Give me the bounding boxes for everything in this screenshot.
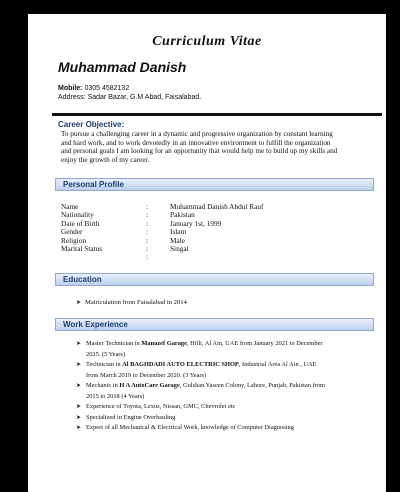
objective-heading: Career Objective:: [58, 120, 125, 129]
profile-label: Marital Status: [61, 243, 103, 253]
arrow-bullet-icon: ➤: [76, 362, 82, 368]
arrow-bullet-icon: ➤: [76, 383, 82, 389]
profile-colon: :: [146, 218, 149, 228]
profile-colon: :: [146, 202, 149, 211]
personal-profile-heading: Personal Profile: [55, 178, 374, 191]
work-experience-list: [76, 339, 376, 434]
education-item: [76, 299, 187, 306]
arrow-bullet-icon: ➤: [76, 404, 82, 410]
work-item: [76, 350, 376, 361]
arrow-bullet-icon: ➤: [76, 341, 82, 347]
profile-row: [61, 253, 340, 261]
work-text-pre: Specialized in Engine Overhauling: [86, 413, 176, 421]
mobile-label: Mobile:: [58, 85, 83, 92]
education-text: Matriculation from Faisalabad in 2014: [85, 299, 187, 306]
personal-profile-table: [61, 203, 340, 262]
work-item: [76, 339, 376, 350]
work-employer: Manazef Garage: [141, 340, 187, 347]
document-title: Curriculum Vitae: [152, 34, 262, 49]
profile-value: Singal: [170, 243, 189, 253]
profile-colon: :: [146, 243, 149, 253]
work-text: [86, 339, 323, 350]
profile-colon: :: [146, 252, 149, 262]
candidate-name: Muhammad Danish: [58, 59, 187, 75]
profile-value: Muhammad Danish Abdul Rauf: [170, 202, 264, 211]
mobile-value: 0305 4582132: [84, 85, 130, 92]
work-item: [76, 360, 376, 371]
work-text-pre: Experience of Toyota, Lexus, Nissan, GMC, Chevrolet etc: [86, 403, 236, 410]
profile-row: [61, 245, 340, 253]
work-item: [76, 402, 376, 413]
work-text: [86, 381, 325, 392]
education-heading: Education: [55, 273, 374, 286]
arrow-bullet-icon: ➤: [76, 414, 82, 421]
contact-block: [58, 84, 201, 102]
work-text-pre: 2025. (5 Years): [86, 350, 126, 358]
work-text: [86, 392, 144, 403]
arrow-bullet-icon: [76, 392, 86, 403]
work-text: [86, 413, 175, 424]
arrow-bullet-icon: [76, 371, 86, 382]
profile-row: [61, 203, 340, 211]
work-text-pre: Mechanic in: [86, 382, 120, 389]
header-divider: [52, 113, 382, 116]
address-label: Address:: [58, 94, 86, 101]
objective-text: To pursue a challenging career in a dynamic and progressive organization by constant learning and hard work, and to work devotedly in an innovative environment to fulfill the organization and personal goals I am looking for an opportunity that would help me to build up my skills and enjoy the growth of my career.: [61, 130, 338, 164]
profile-value: Pakistan: [170, 210, 195, 220]
work-text-post: , Hilli, Al Ain, UAE from January 2021 to December: [186, 340, 323, 347]
work-item: [76, 381, 376, 392]
profile-label: Gender: [61, 227, 83, 237]
profile-value: [170, 253, 340, 261]
profile-label: Date of Birth: [61, 218, 100, 228]
arrow-bullet-icon: ➤: [76, 300, 82, 306]
arrow-bullet-icon: ➤: [76, 425, 82, 431]
work-text: [86, 402, 235, 413]
profile-colon: :: [146, 235, 149, 245]
work-item: [76, 371, 376, 382]
work-text-pre: 2015 to 2018 (4 Years): [86, 392, 145, 400]
work-text: [86, 371, 206, 382]
arrow-bullet-icon: [76, 350, 86, 361]
profile-label: Name: [61, 202, 79, 211]
resume-page: [28, 14, 386, 492]
work-employer: Al BAGHDADI AUTO ELECTRIC SHOP: [122, 361, 239, 368]
profile-label: Religion: [61, 235, 87, 245]
profile-value: Male: [170, 235, 185, 245]
profile-label: Nationality: [61, 210, 94, 220]
work-text-post: , Gulshan Yaseen Colony, Lahore, Punjab, Pakistan from: [179, 382, 325, 389]
work-text-pre: Expert of all Mechanical & Electrical Work, knowledge of Computer Diagnosing: [86, 424, 294, 431]
profile-value: Islam: [170, 227, 187, 237]
work-text: [86, 350, 125, 361]
work-item: [76, 413, 376, 424]
profile-row: [61, 228, 340, 236]
profile-row: [61, 220, 340, 228]
work-text: [86, 360, 317, 371]
work-text-pre: from March 2019 to December 2020. (3 Years): [86, 371, 207, 379]
profile-row: [61, 237, 340, 245]
profile-colon: :: [146, 210, 149, 220]
work-text: [86, 423, 294, 434]
work-text-post: , Industrial Area Al Ain , UAE: [238, 361, 317, 368]
profile-colon: :: [146, 227, 149, 237]
work-text-pre: Master Technician in: [86, 340, 142, 347]
work-experience-heading: Work Experience: [55, 318, 374, 331]
work-item: [76, 423, 376, 434]
profile-value: January 1st, 1999: [170, 218, 222, 228]
work-employer: H A AutoCare Garage: [119, 382, 180, 389]
profile-label: [61, 253, 146, 261]
work-text-pre: Technician in: [86, 361, 123, 368]
work-item: [76, 392, 376, 403]
address-value: Sadar Bazar, G.M Abad, Faisalabad.: [87, 94, 202, 101]
